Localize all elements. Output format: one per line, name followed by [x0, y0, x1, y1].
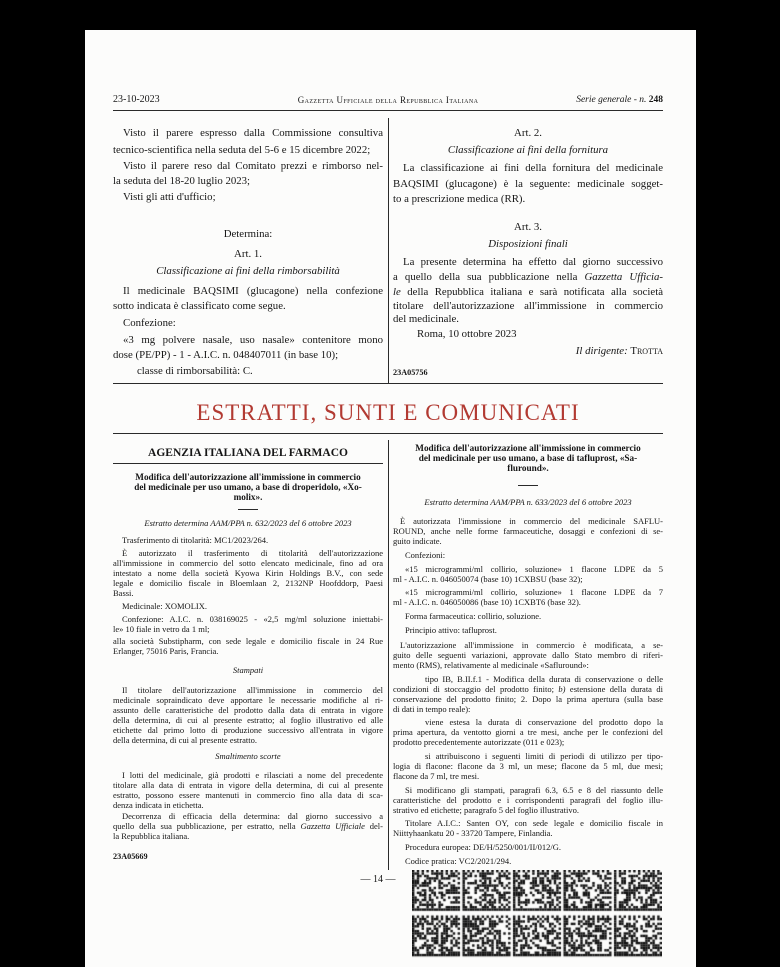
paragraph-line: titolare alla data di entrata in vigore della determina, di cui al presente [113, 780, 383, 790]
paragraph-line: intestato a nome della società Kyowa Kirin Holdings B.V., con sede [113, 568, 383, 578]
paragraph-line: «15 microgrammi/ml collirio, soluzione» 1 flacone LDPE da 7 [405, 587, 663, 597]
paragraph-line: Visto il parere espresso dalla Commissione consultiva [123, 126, 383, 139]
text-run: della Repubblica italiana e sarà notificata alla società [400, 285, 663, 298]
section-subtitle: Classificazione ai fini della rimborsabilità [156, 264, 340, 277]
series-info [500, 94, 663, 106]
paragraph-line: I lotti del medicinale, già prodotti e rilasciati a nome del precedente [122, 770, 383, 780]
series-label: Serie generale - n. [576, 95, 647, 105]
section-rule-bottom [113, 433, 663, 434]
paragraph-line: del medicinale. [393, 312, 459, 325]
text-run: a quello della sua pubblicazione nella [393, 270, 585, 283]
column-divider-lower [388, 440, 389, 870]
paragraph-line: denza indicata in etichetta. [113, 800, 204, 810]
notice-title: Modifica dell'autorizzazione all'immissione in commercio [415, 443, 641, 453]
agency-heading-rule [113, 463, 383, 464]
italic-text: Il dirigente: [575, 344, 631, 357]
paragraph-line: Bassi. [113, 588, 134, 598]
issue-date: 23-10-2023 [113, 94, 160, 105]
signature [393, 344, 663, 359]
header-rule [113, 110, 663, 111]
paragraph-line: si attribuiscono i seguenti limiti di periodi di utilizzo per tipo- [425, 751, 663, 761]
paragraph-line: estratto, possono essere mantenuti in commercio fino alla data di sca- [113, 790, 383, 800]
paragraph-line: titolare dell'autorizzazione all'immissione in commercio [393, 299, 663, 312]
text-run: condizioni di stoccaggio del prodotto finito; [393, 684, 559, 694]
section-subtitle: Estratto determina AAM/PPA n. 633/2023 del 6 ottobre 2023 [424, 497, 632, 507]
paragraph-line: viene estesa la durata di conservazione del prodotto dopo la [425, 717, 663, 727]
paragraph-line: È autorizzata l'immissione in commercio del medicinale SAFLU- [400, 516, 663, 526]
paragraph-line: di dati in tempo reale): [393, 704, 471, 714]
italic-text: le [393, 285, 401, 298]
paragraph-line: Principio attivo: tafluprost. [405, 625, 497, 635]
paragraph-line: Procedura europea: DE/H/5250/001/II/012/G. [405, 842, 562, 852]
article-heading: Determina: [223, 227, 273, 240]
notice-title: molix». [233, 492, 263, 502]
paragraph-line: Codice pratica: VC2/2021/294. [405, 856, 512, 866]
paragraph-line: Trasferimento di titolarità: MC1/2023/264. [122, 535, 269, 545]
section-subtitle: Smaltimento scorte [215, 751, 281, 761]
notice-separator-left [238, 509, 258, 510]
section-subtitle: Estratto determina AAM/PPA n. 632/2023 del 6 ottobre 2023 [144, 518, 352, 528]
paragraph-line [393, 270, 663, 285]
paragraph-line: legale e domicilio fiscale in Bloemlaan 2, 2132NP Hoofddorp, Paesi [113, 578, 383, 588]
paragraph-line: «15 microgrammi/ml collirio, soluzione» 1 flacone LDPE da 5 [405, 564, 663, 574]
paragraph-line: to a prescrizione medica (RR). [393, 192, 526, 205]
paragraph-line: prima apertura, da ventotto giorni a tre mesi, anche per le confezioni del [393, 727, 663, 737]
italic-text: Gazzetta Ufficiale [300, 821, 365, 831]
paragraph-line: La classificazione ai fini della fornitura del medicinale [403, 161, 663, 174]
section-title: ESTRATTI, SUNTI E COMUNICATI [196, 400, 580, 425]
paragraph-line: Medicinale: XOMOLIX. [122, 601, 207, 611]
notice-title: del medicinale per uso umano, a base di tafluprost, «Sa- [418, 453, 638, 463]
article-heading: Art. 1. [234, 247, 262, 260]
paragraph-line: BAQSIMI (glucagone) è la seguente: medicinale sogget- [393, 177, 663, 190]
paragraph-line: tipo IB, B.II.f.1 - Modifica della durata di conservazione o delle [425, 674, 663, 684]
paragraph-line [393, 684, 663, 694]
paragraph-line: della determina, di cui al presente estratto; al foglio illustrativo ed alle [113, 715, 383, 725]
paragraph-line: ml - A.I.C. n. 046050074 (base 10) 1CXBSU (base 32); [393, 574, 583, 584]
paragraph-line: ml - A.I.C. n. 046050086 (base 10) 1CXBT6 (base 32). [393, 597, 581, 607]
paragraph-line: La presente determina ha effetto dal giorno successivo [403, 255, 663, 268]
paragraph-line: logia di flacone: flacone da 3 ml, un mese; flacone da 5 ml, due mesi; [393, 761, 663, 771]
publication-title: Gazzetta Ufficiale della Repubblica Italiana [297, 95, 479, 105]
text-run: estensione della durata di [565, 684, 663, 694]
paragraph-line: Titolare A.I.C.: Santen OY, con sede legale e domicilio fiscale in [405, 818, 663, 828]
paragraph-line: etichette dal primo lotto di produzione successivo all'entrata in vigore [113, 725, 383, 735]
agency-heading: AGENZIA ITALIANA DEL FARMACO [148, 447, 348, 459]
article-heading: Art. 2. [514, 126, 542, 139]
italic-text: Gazzetta Ufficia- [584, 270, 664, 283]
paragraph-line: Confezione: [123, 316, 176, 329]
section-subtitle: Disposizioni finali [488, 237, 568, 250]
paragraph-line: Il titolare dell'autorizzazione all'immissione in commercio del [122, 685, 383, 695]
section-subtitle: Classificazione ai fini della fornitura [447, 143, 609, 156]
notice-title: del medicinale per uso umano, a base di droperidolo, «Xo- [134, 482, 362, 492]
paragraph-line: dose (PE/PP) - 1 - A.I.C. n. 048407011 (in base 10); [113, 348, 339, 361]
notice-title: Modifica dell'autorizzazione all'immissione in commercio [135, 472, 361, 482]
column-divider-upper [388, 118, 389, 383]
paragraph-line: conservazione del prodotto finito; 2. Dopo la prima apertura (sulla base [393, 694, 663, 704]
text-run: quello della sua pubblicazione, per estratto, nella [113, 821, 301, 831]
paragraph-line: Erlanger, 75016 Paris, Francia. [113, 646, 219, 656]
paragraph-line: mento (RMS), relativamente al medicinale «Safluround»: [393, 660, 589, 670]
notice-separator-right [518, 485, 538, 486]
paragraph-line: della determina, di cui al presente estratto. [113, 735, 257, 745]
paragraph-line: ROUND, anche nelle forme farmaceutiche, dosaggi e confezioni di se- [393, 526, 663, 536]
paragraph-line: Niittyhaankatu 20 - 33720 Tampere, Finlandia. [393, 828, 553, 838]
paragraph-line: «3 mg polvere nasale, uso nasale» contenitore mono [123, 333, 383, 346]
document-code: 23A05756 [393, 367, 428, 377]
paragraph-line: Forma farmaceutica: collirio, soluzione. [405, 611, 542, 621]
paragraph-line: strativo ed etichette; paragrafo 5 del foglio illustrativo. [393, 805, 579, 815]
paragraph-line: classe di rimborsabilità: C. [137, 364, 253, 377]
section-rule-top [113, 383, 663, 384]
paragraph-line [393, 285, 663, 300]
paragraph-line: Si modificano gli stampati, paragrafi 6.3, 6.5 e 8 del riassunto delle [405, 785, 663, 795]
paragraph-line: Il medicinale BAQSIMI (glucagone) nella confezione [123, 284, 383, 297]
datamatrix-code [412, 870, 662, 958]
section-subtitle: Stampati [232, 665, 264, 675]
paragraph-line: flacone da 7 ml, tre mesi. [393, 771, 480, 781]
paragraph-line: guito delle seguenti variazioni, approvate dallo Stato membro di riferi- [393, 650, 663, 660]
paragraph-line: all'immissione in commercio del sotto elencato medicinale, fino ad ora [113, 558, 383, 568]
paragraph-line: Decorrenza di efficacia della determina: dal giorno successivo a [122, 811, 383, 821]
paragraph-line: caratteristiche del prodotto e i corrispondenti paragrafi del foglio illu- [393, 795, 663, 805]
paragraph-line: prodotto precedentemente autorizzate (011 e 023); [393, 737, 565, 747]
notice-title: fluround». [507, 463, 549, 473]
smallcaps-text: Trotta [630, 344, 663, 357]
paragraph-line: la Repubblica italiana. [113, 831, 190, 841]
paragraph-line: sotto indicata è classificato come segue. [113, 299, 286, 312]
paragraph-line: È autorizzato il trasferimento di titolarità dell'autorizzazione [122, 548, 383, 558]
issue-number: 248 [648, 95, 663, 105]
paragraph-line: tecnico-scientifica nella seduta del 5-6 e 15 dicembre 2022; [113, 143, 371, 156]
paragraph-line: Visti gli atti d'ufficio; [123, 190, 216, 203]
paragraph-line: alla società Substipharm, con sede legale e domicilio fiscale in 24 Rue [113, 636, 383, 646]
paragraph-line: assunto delle caratteristiche del prodotto dalla data di entrata in vigore [113, 705, 383, 715]
article-heading: Art. 3. [514, 220, 542, 233]
paragraph-line: guito indicate. [393, 536, 442, 546]
page-number: — 14 — [360, 874, 396, 885]
paragraph-line: le» 10 fiale in vetro da 1 ml; [113, 624, 210, 634]
paragraph-line: Roma, 10 ottobre 2023 [417, 327, 517, 340]
paragraph-line: Confezioni: [405, 550, 446, 560]
text-run: del- [364, 821, 383, 831]
paragraph-line: medicinale sopraindicato deve apportare le necessarie modifiche al ri- [113, 695, 383, 705]
paragraph-line: Visto il parere reso dal Comitato prezzi e rimborso nel- [123, 159, 383, 172]
paragraph-line: la seduta del 18-20 luglio 2023; [113, 174, 251, 187]
paragraph-line [113, 821, 383, 831]
paragraph-line: L'autorizzazione all'immissione in commercio è modificata, a se- [400, 640, 663, 650]
italic-text: b) [558, 684, 566, 694]
document-code: 23A05669 [113, 852, 148, 861]
paragraph-line: Confezione: A.I.C. n. 038169025 - «2,5 mg/ml soluzione iniettabi- [122, 614, 383, 624]
